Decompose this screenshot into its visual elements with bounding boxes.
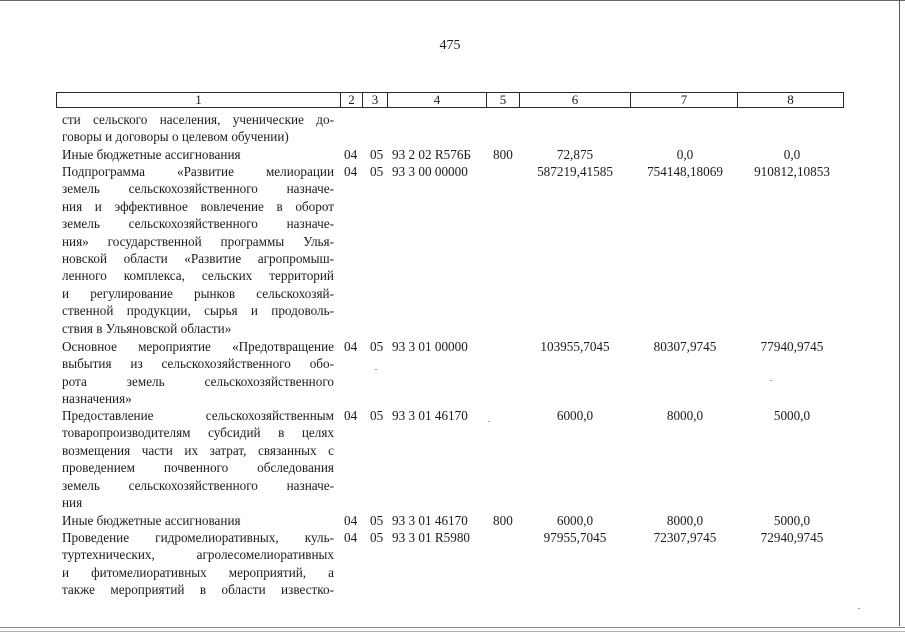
header-col-7: 7 <box>631 93 738 107</box>
rz-code: 04 <box>344 164 358 179</box>
amount-col-8: 77940,9745 <box>760 339 824 354</box>
amount-col-7: 0,0 <box>676 147 694 162</box>
amount-col-6: 6000,0 <box>556 513 594 528</box>
description-line: Иные бюджетные ассигнования <box>62 147 241 162</box>
amount-col-7: 8000,0 <box>666 513 704 528</box>
header-col-8: 8 <box>787 92 794 107</box>
row-description <box>62 146 334 163</box>
row-description <box>62 407 334 511</box>
target-article-code: 93 3 01 R5980 <box>392 530 471 545</box>
pr-code: 05 <box>370 147 384 162</box>
page-number: 475 <box>439 38 461 53</box>
description-line: также мероприятий в области известко- <box>62 582 334 598</box>
target-article-code: 93 2 02 R576Б <box>392 147 472 162</box>
pr-code: 05 <box>370 513 384 528</box>
target-article-code: 93 3 01 46170 <box>392 513 468 528</box>
amount-col-8: 910812,10853 <box>754 164 830 179</box>
description-line: сти сельского населения, ученические до- <box>62 112 334 127</box>
target-article-code: 93 3 01 46170 <box>392 408 468 423</box>
description-line: туртехнических, агролесомелиоративных <box>62 547 334 563</box>
description-line: и фитомелиоративных мероприятий, а <box>62 564 334 580</box>
header-col-3: 3 <box>363 93 388 107</box>
description-line: ствия в Ульяновской области» <box>62 320 232 336</box>
description-line: возмещения части их затрат, связанных с <box>62 442 334 458</box>
amount-col-6: 587219,41585 <box>537 164 613 179</box>
amount-col-7: 8000,0 <box>666 408 704 423</box>
scan-edge-bottom <box>0 627 905 628</box>
rz-code: 04 <box>344 513 358 528</box>
scan-speck <box>375 369 377 370</box>
amount-col-6: 97955,7045 <box>543 530 607 545</box>
description-line: рота земель сельскохозяйственного <box>62 373 334 389</box>
scan-edge-bottom-shadow <box>0 631 905 632</box>
description-line: говоры и договоры о целевом обучении) <box>62 129 289 145</box>
row-description <box>62 111 334 146</box>
row-description <box>62 512 334 529</box>
amount-col-6: 72,875 <box>556 147 594 162</box>
header-col-5: 5 <box>487 93 520 107</box>
rz-code: 04 <box>344 339 358 354</box>
amount-col-6: 6000,0 <box>556 408 594 423</box>
scan-speck <box>488 421 490 422</box>
header-col-4: 4 <box>388 93 487 107</box>
description-line: земель сельскохозяйственного назначе- <box>62 216 334 232</box>
rz-code: 04 <box>344 408 358 423</box>
amount-col-8: 5000,0 <box>773 408 811 423</box>
scan-speck <box>858 608 860 609</box>
amount-col-6: 103955,7045 <box>540 339 610 354</box>
pr-code: 05 <box>370 164 384 179</box>
description-line: проведением почвенного обследования <box>62 460 334 476</box>
description-line: и регулирование рынков сельскохозяй- <box>62 285 334 301</box>
amount-col-8: 72940,9745 <box>760 530 824 545</box>
description-line: новской области «Развитие агропромыш- <box>62 250 334 266</box>
scan-speck <box>770 380 772 381</box>
rz-code: 04 <box>344 147 358 162</box>
row-description <box>62 529 334 599</box>
description-line: Предоставление сельскохозяйственным <box>62 408 334 423</box>
expense-type-code: 800 <box>493 147 513 162</box>
table-header <box>56 92 844 108</box>
amount-col-7: 72307,9745 <box>653 530 717 545</box>
description-line: ния» государственной программы Улья- <box>62 233 334 249</box>
header-col-1: 1 <box>57 93 341 107</box>
description-line: земель сельскохозяйственного назначе- <box>62 477 334 493</box>
description-line: Основное мероприятие «Предотвращение <box>62 339 334 354</box>
description-line: ния <box>62 494 83 510</box>
amount-col-7: 80307,9745 <box>653 339 717 354</box>
pr-code: 05 <box>370 530 384 545</box>
description-line: земель сельскохозяйственного назначе- <box>62 181 334 197</box>
scan-edge-right <box>899 0 900 626</box>
description-line: назначения» <box>62 391 132 407</box>
description-line: выбытия из сельскохозяйственного обо- <box>62 356 334 372</box>
description-line: Проведение гидромелиоративных, куль- <box>62 530 334 545</box>
amount-col-7: 754148,18069 <box>647 164 723 179</box>
row-description <box>62 338 334 408</box>
description-line: товаропроизводителям субсидий в целях <box>62 425 334 441</box>
header-col-2: 2 <box>341 93 363 107</box>
row-description <box>62 163 334 337</box>
target-article-code: 93 3 00 00000 <box>392 164 468 179</box>
description-line: Иные бюджетные ассигнования <box>62 513 241 528</box>
header-col-6: 6 <box>520 93 631 107</box>
scan-edge-top <box>0 0 905 1</box>
description-line: ственной продукции, сырья и продоволь- <box>62 303 334 319</box>
amount-col-8: 0,0 <box>783 147 801 162</box>
description-line: ния и эффективное вовлечение в оборот <box>62 198 334 214</box>
expense-type-code: 800 <box>493 513 513 528</box>
rz-code: 04 <box>344 530 358 545</box>
target-article-code: 93 3 01 00000 <box>392 339 468 354</box>
pr-code: 05 <box>370 339 384 354</box>
description-line: Подпрограмма «Развитие мелиорации <box>62 164 334 179</box>
amount-col-8: 5000,0 <box>773 513 811 528</box>
pr-code: 05 <box>370 408 384 423</box>
description-line: ленного комплекса, сельских территорий <box>62 268 334 284</box>
